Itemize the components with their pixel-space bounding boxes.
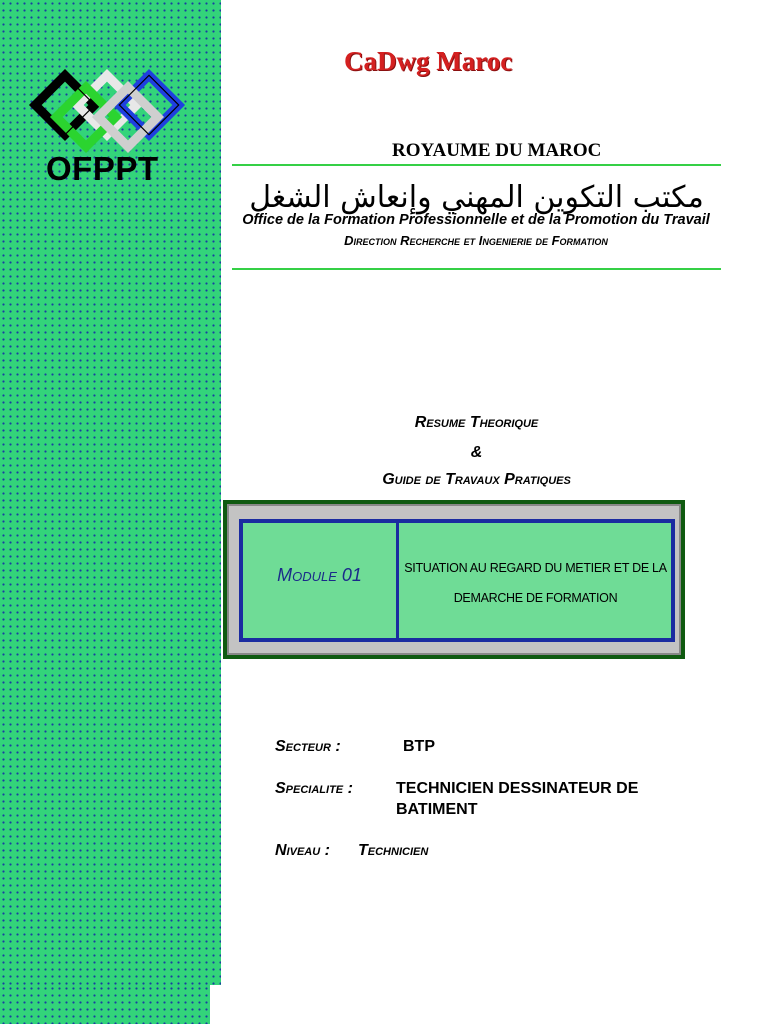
module-title	[403, 553, 668, 613]
left-green-band	[0, 0, 221, 985]
title-resume: Resume Theorique	[414, 414, 539, 431]
secteur-value: BTP	[403, 738, 435, 755]
module-title-line1: SITUATION AU REGARD DU METIER ET DE LA	[404, 561, 667, 575]
specialite-label: Specialite :	[275, 780, 353, 797]
specialite-value-line2: BATIMENT	[396, 801, 478, 818]
left-green-band-tail	[0, 985, 210, 1024]
module-frame	[223, 500, 685, 659]
module-box	[239, 519, 675, 642]
bottom-rule	[232, 268, 721, 270]
kingdom-title: ROYAUME DU MAROC	[392, 140, 602, 161]
module-bevel	[227, 504, 681, 655]
top-rule	[232, 164, 721, 166]
niveau-label: Niveau :	[275, 842, 330, 859]
niveau-value: Technicien	[358, 842, 429, 859]
module-label: Module 01	[277, 565, 362, 585]
specialite-value-line1: TECHNICIEN DESSINATEUR DE	[396, 780, 639, 797]
module-divider	[396, 523, 399, 638]
secteur-label: Secteur :	[275, 738, 341, 755]
logo-text: OFPPT	[46, 150, 159, 187]
title-ampersand: &	[470, 444, 483, 461]
office-name: Office de la Formation Professionnelle et de la Promotion du Travail	[242, 212, 710, 228]
direction-name: Direction Recherche et Ingenierie de Formation	[344, 233, 608, 248]
module-title-line2: DEMARCHE DE FORMATION	[453, 591, 618, 605]
brand-title: CaDwg Maroc	[344, 46, 513, 76]
title-guide: Guide de Travaux Pratiques	[382, 471, 571, 488]
arabic-office-name: مكتب التكوين المهني وإنعاش الشغل	[249, 180, 704, 215]
ofppt-chain-logo-icon	[24, 66, 189, 156]
